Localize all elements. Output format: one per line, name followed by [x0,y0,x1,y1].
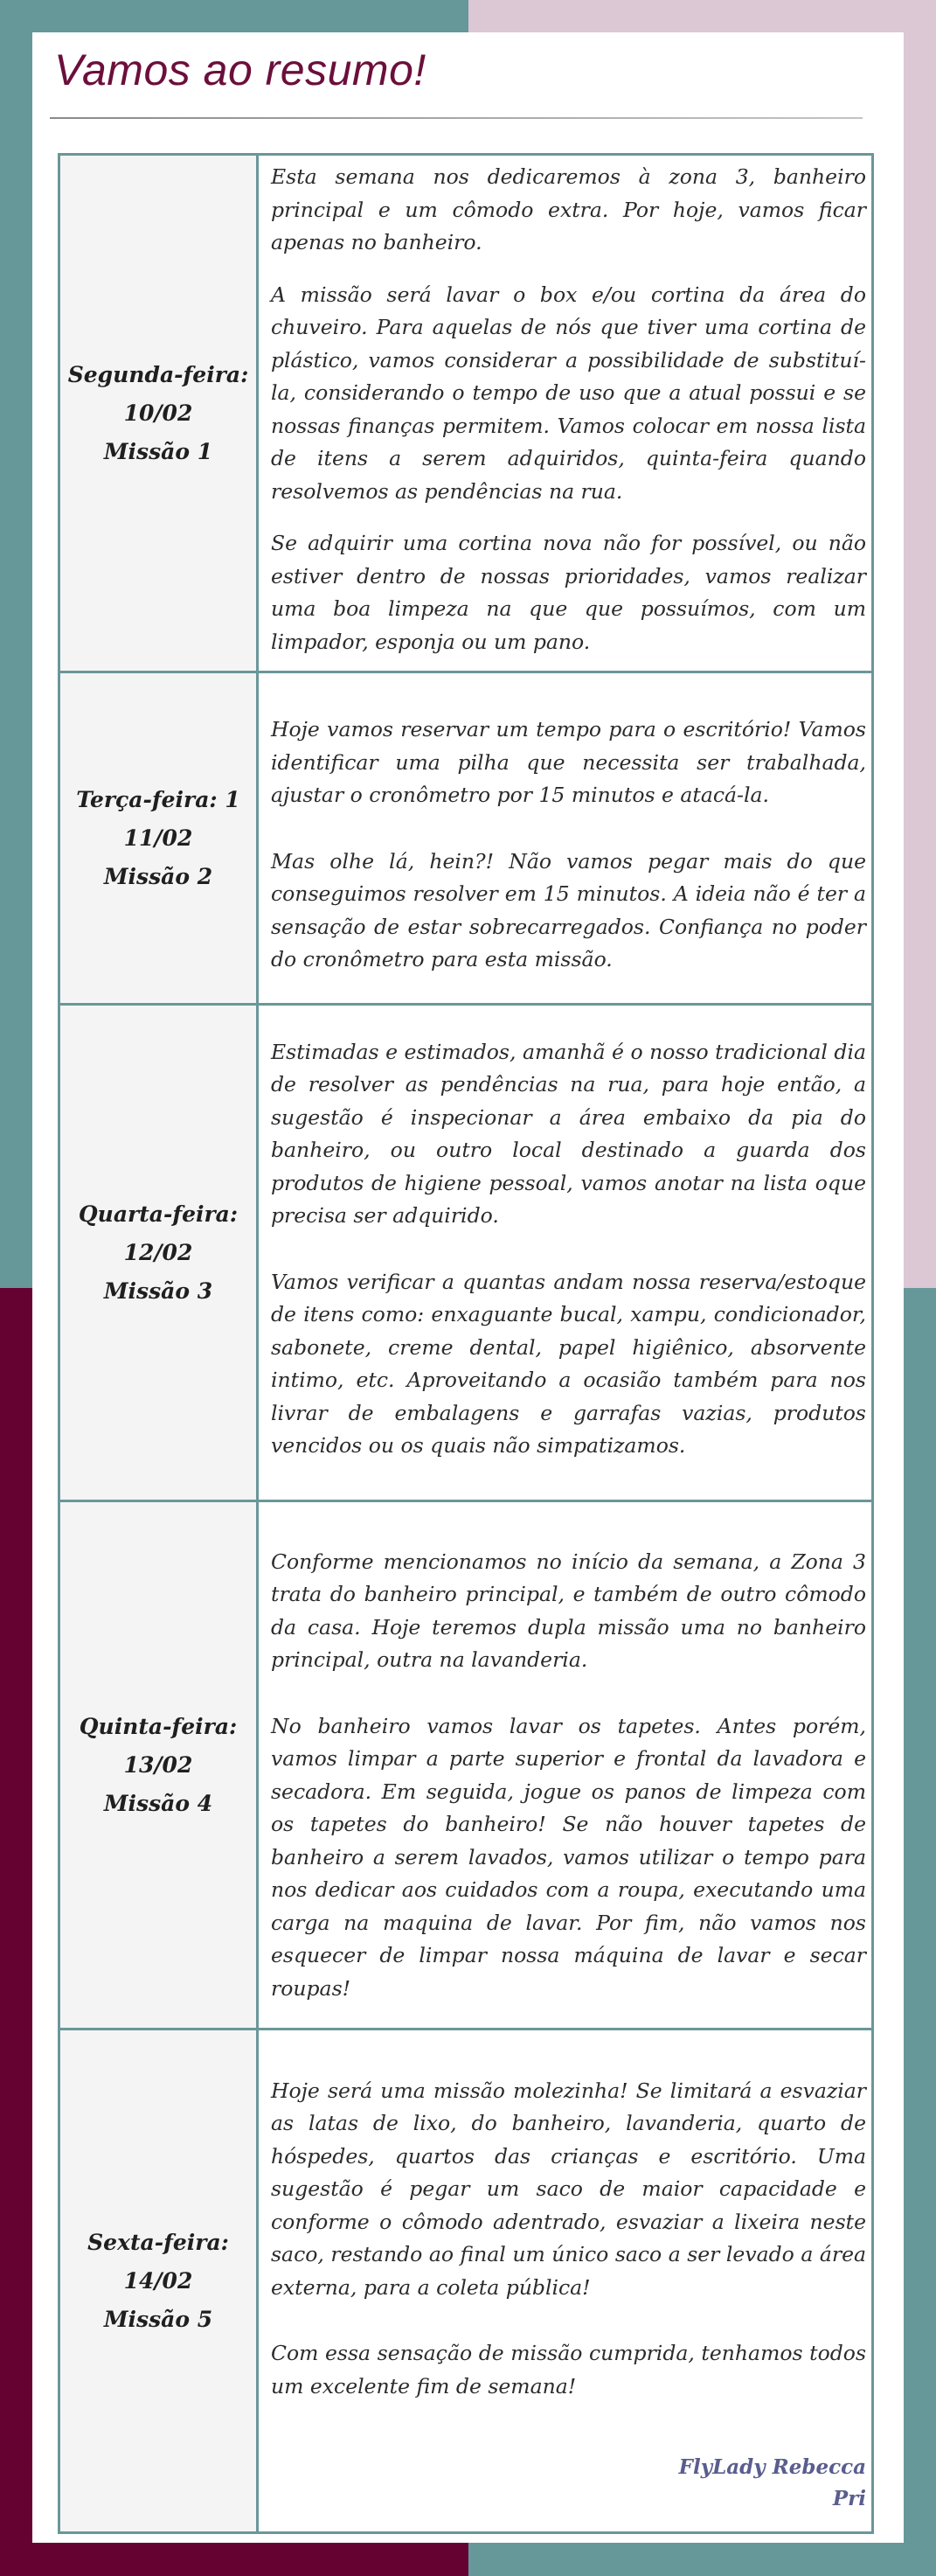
day-mission: Missão 4 [103,1790,213,1816]
schedule-row-tuesday [59,672,873,1005]
day-name: Sexta-feira: [87,2229,229,2255]
signature [271,2452,866,2515]
schedule-row-wednesday [59,1005,873,1501]
title-underline [50,117,863,119]
day-mission: Missão 3 [103,1278,213,1304]
mission-paragraph: Se adquirir uma cortina nova não for possível, ou não estiver dentro de nossas prioridades, vamos realizar uma boa limpeza na que que possuímos, com um limpador, esponja ou um pano. [271,531,866,654]
day-cell-monday [59,155,258,672]
weekly-schedule-table [58,153,874,2534]
day-mission: Missão 2 [103,863,213,889]
document-page [32,32,904,2543]
mission-text-tuesday [258,672,873,1005]
mission-text-thursday [258,1501,873,2029]
day-mission: Missão 5 [103,2306,213,2332]
mission-paragraph: Vamos verificar a quantas andam nossa reserva/estoque de itens como: enxaguante bucal, xampu, condicionador, sabonete, creme dental, papel higiênico, absorvente intimo, etc. Aproveitando a ocasião também para nos livrar de embalagens e garrafas vazias, produtos vencidos ou os quais não simpatizamos. [271,1269,866,1458]
day-date: 11/02 [123,825,193,851]
day-cell-wednesday [59,1005,258,1501]
day-name: Quarta-feira: [78,1201,239,1227]
day-date: 14/02 [123,2267,193,2294]
mission-paragraph: Mas olhe lá, hein?! Não vamos pegar mais do que conseguimos resolver em 15 minutos. A ideia não é ter a sensação de estar sobrecarregados. Confiança no poder do cronômetro para esta missão. [271,848,866,972]
day-cell-friday [59,2029,258,2533]
schedule-row-monday [59,155,873,672]
mission-paragraph: Hoje será uma missão molezinha! Se limitará a esvaziar as latas de lixo, do banheiro, lavanderia, quarto de hóspedes, quartos das crianças e escritório. Uma sugestão é pegar um saco de maior capacidade e conforme o cômodo adentrado, esvaziar a lixeira neste saco, restando ao final um único saco a ser levado a área externa, para a coleta pública! [271,2078,866,2300]
mission-text-friday [258,2029,873,2533]
mission-paragraph: Estimadas e estimados, amanhã é o nosso tradicional dia de resolver as pendências na rua, para hoje então, a sugestão é inspecionar a área embaixo da pia do banheiro, ou outro local destinado a guarda dos produtos de higiene pessoal, vamos anotar na lista oque precisa ser adquirido. [271,1039,866,1228]
day-date: 13/02 [123,1751,193,1778]
mission-text-wednesday [258,1005,873,1501]
mission-paragraph: Hoje vamos reservar um tempo para o escritório! Vamos identificar uma pilha que necessita ser trabalhada, ajustar o cronômetro por 15 minutos e atacá-la. [271,717,866,808]
day-name: Quinta-feira: [79,1713,238,1739]
day-date: 10/02 [123,400,193,426]
day-cell-thursday [59,1501,258,2029]
mission-paragraph: Esta semana nos dedicaremos à zona 3, banheiro principal e um cômodo extra. Por hoje, vamos ficar apenas no banheiro. [271,164,866,254]
mission-paragraph: No banheiro vamos lavar os tapetes. Antes porém, vamos limpar a parte superior e frontal da lavadora e secadora. Em seguida, jogue os panos de limpeza com os tapetes do banheiro! Se não houver tapetes de banheiro a serem lavados, vamos utilizar o tempo para nos dedicar aos cuidados com a roupa, executando uma carga na maquina de lavar. Por fim, não vamos nos esquecer de limpar nossa máquina de lavar e secar roupas! [271,1713,866,2001]
mission-paragraph: A missão será lavar o box e/ou cortina da área do chuveiro. Para aquelas de nós que tiver uma cortina de plástico, vamos considerar a possibilidade de substituí-la, considerando o tempo de uso que a atual possui e se nossas finanças permitem. Vamos colocar em nossa lista de itens a serem adquiridos, quinta-feira quando resolvemos as pendências na rua. [271,282,866,504]
mission-paragraph: Conforme mencionamos no início da semana, a Zona 3 trata do banheiro principal, e também de outro cômodo da casa. Hoje teremos dupla missão uma no banheiro principal, outra na lavanderia. [271,1549,866,1673]
day-mission: Missão 1 [103,438,213,464]
day-name: Segunda-feira: [67,361,249,387]
schedule-row-thursday [59,1501,873,2029]
page-title: Vamos ao resumo! [54,45,426,94]
day-cell-tuesday [59,672,258,1005]
schedule-row-friday [59,2029,873,2533]
signature-line-2: Pri [832,2487,866,2511]
day-name: Terça-feira: 1 [76,786,240,812]
signature-line-1: FlyLady Rebecca [678,2455,866,2480]
mission-paragraph: Com essa sensação de missão cumprida, tenhamos todos um excelente fim de semana! [271,2341,866,2398]
day-date: 12/02 [123,1239,193,1265]
mission-text-monday [258,155,873,672]
